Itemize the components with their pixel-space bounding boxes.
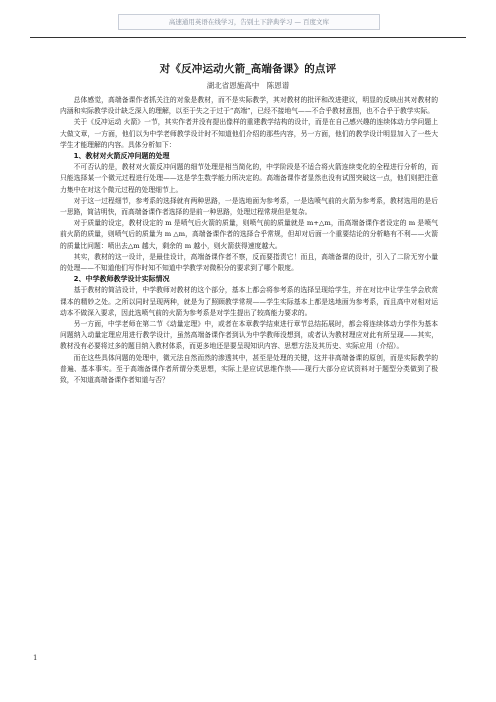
- paragraph: 另一方面，中学老师在第二节《动量定理》中，或者在本章教学结束进行章节总结拓展时，都会将连续体动力学作为基本问题纳入动量定理应用进行教学设计，虽然高端备课作者到认为中学教师没想到，或者认为教材理应对此有所呈现——其实，教材没有必要将过多的题目纳入教材体系，而更多地还是要呈现知识内容、思想方法及其历史、实际应用（介绍）。: [60, 320, 438, 351]
- paragraph: 基于教材的简洁设计，中学教师对教材的这个部分，基本上都会将参考系的选择呈现给学生，并在对比中让学生学会欣赏课本的精妙之处。之所以同时呈现两种，就是为了照顾教学常规——学生实际基本上都是选地面为参考系，而且高中对相对运动本不做深入要求，因此选喷气前的火箭为参考系是对学生提出了较高能力要求的。: [60, 286, 438, 317]
- paragraph: 其实，教材的这一设计，是最佳设计，高端备课作者不察，反而要指责它！而且，高端备课的设计，引入了二阶无穷小量的处理——不知道他们写作时知不知道中学教学对微积分的要求到了哪个限度。: [60, 252, 438, 273]
- header-rule: [30, 37, 466, 38]
- section-heading: 1、教材对火箭反冲问题的处理: [73, 152, 170, 161]
- paragraph: 关于《反冲运动 火箭》一节，其实作者并没有提出像样的重建教学结构的设计，而是在自己感兴趣的连续体动力学问题上大做文章，一方面，他们以为中学老师教学设计时不知道他们介绍的那些内容，另一方面，他们的教学设计明显加入了一些大学生才能理解的内容。具体分析如下：: [60, 118, 438, 149]
- document-title: 对《反冲运动火箭_高端备课》的点评: [159, 63, 337, 75]
- section-heading: 2、中学教师教学设计实际情况: [73, 275, 170, 284]
- paragraph: 总体感觉，高端备课作者抓关注的对象是教材，而不是实际教学，其对教材的批评和改进建议，明显的反映出其对教材的内涵和实际教学设计缺乏深入的理解，以至于失之于过于“高端”，已经不接地气——不合乎教材意图，也不合乎于教学实际。: [60, 96, 438, 116]
- page-number: 1: [33, 654, 38, 662]
- document-author: 湖北省恩施高中 陈恩谱: [206, 81, 290, 90]
- paragraph: 对于质量的设定，教材设定的 m 是喷气后火箭的质量，则喷气前的质量就是 m+△m，而高端备课作者设定的 m 是喷气前火箭的质量，则喷气后的质量为 m △m，高端备课作者的选择合乎常规，但却对后面一个重要结论的分析略有不利——火箭的质量比问题：喷出去△m 越大，剩余的 m 越小，则火箭获得速度越大。: [60, 219, 438, 250]
- header-banner: 高速通用英语在线学习，告别土下辞典学习 — 百度文库: [118, 14, 380, 30]
- document-body: [60, 95, 438, 386]
- paragraph: 对于这一过程细节，参考系的选择就有两种思路，一是选地面为参考系，一是选喷气前的火箭为参考系，教材选用的是后一思路，简洁明快，而高端备课作者选择的是前一种思路，处理过程常规但是复杂。: [60, 196, 438, 217]
- paragraph: 而在这些具体问题的处理中，微元法自然而然的渗透其中，甚至是处理的关键，这并非高端备课的原创，而是实际教学的普遍、基本事实。至于高端备课作者所谓分类思想，实际上是应试思维作祟——现行大部分应试资料对于题型分类做到了极致，不知道高端备课作者知道与否？: [60, 353, 438, 385]
- paragraph: 不可否认的是，教材对火箭反冲问题的细节处理是相当简化的，中学阶段是不适合将火箭连续变化的全程进行分析的，而只能选择某一个微元过程进行处理——这是学生数学能力所决定的。高端备课作者显然也没有试图突破这一点，他们则把注意力集中在对这个微元过程的处理细节上。: [60, 163, 438, 194]
